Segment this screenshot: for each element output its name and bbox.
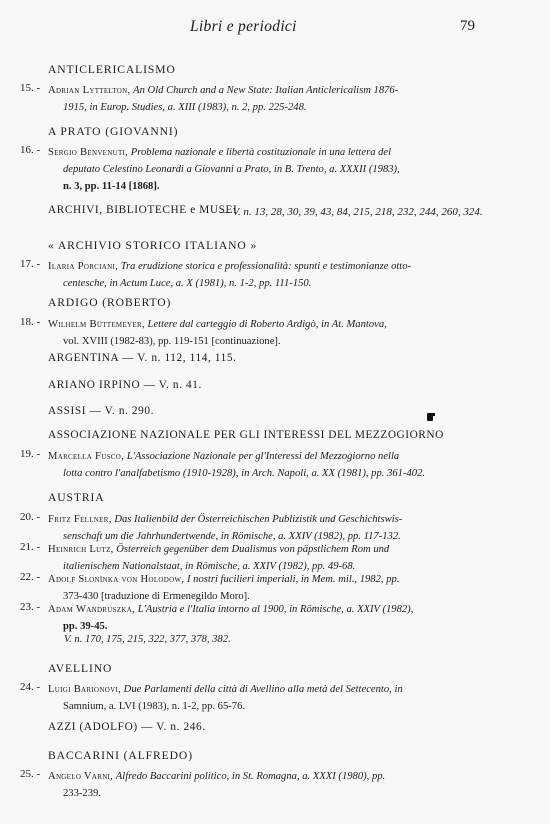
- heading-a-prato: A PRATO (GIOVANNI): [48, 125, 179, 138]
- entry-line: An Old Church and a New State: Italian Anticlericalism 1876-: [133, 85, 399, 96]
- entry-line: pp. 39-45.: [63, 621, 108, 632]
- entry-text: [48, 511, 508, 545]
- entry-text: [48, 571, 508, 605]
- entry-text: [48, 448, 508, 482]
- entry-line: lotta contro l'analfabetismo (1910-1928), in Arch. Napoli, a. XX (1981), pp. 361-402.: [63, 468, 426, 479]
- heading-argentina: ARGENTINA — V. n. 112, 114, 115.: [48, 352, 237, 364]
- entry-line: 233-239.: [63, 788, 101, 799]
- ink-mark: [427, 413, 433, 421]
- entry-author: Angelo Varni,: [48, 771, 114, 782]
- entry-number: 19. -: [20, 448, 41, 460]
- entry-line: centesche, in Actum Luce, a. X (1981), n. 1-2, pp. 111-150.: [63, 278, 312, 289]
- entry-number: 15. -: [20, 82, 41, 94]
- entry-author: Adolf Slonïnka von Holodow,: [48, 574, 185, 585]
- entry-line: I nostri fucilieri imperiali, in Mem. mil., 1982, pp.: [186, 574, 400, 585]
- heading-assisi: ASSISI — V. n. 290.: [48, 405, 155, 417]
- entry-author: Luigi Barionovi,: [48, 684, 122, 695]
- entry-text: [48, 316, 508, 350]
- entry-line: Das Italienbild der Österreichischen Publizistik und Geschichtswis-: [114, 514, 403, 525]
- entry-number: 25. -: [20, 768, 41, 780]
- entry-line: senschaft um die Jahrhundertwende, in Römische, a. XXIV (1982), pp. 117-132.: [63, 531, 401, 542]
- entry-line: Österreich gegenüber dem Dualismus von päpstlichem Rom und: [116, 544, 390, 555]
- entry-author: Fritz Fellner,: [48, 514, 112, 525]
- entry-line: 1915, in Europ. Studies, a. XIII (1983), n. 2, pp. 225-248.: [63, 102, 307, 113]
- entry-line: Samnium, a. LVI (1983), n. 1-2, pp. 65-76.: [63, 701, 246, 712]
- entry-text: [48, 541, 508, 575]
- entry-author: Adrian Lyttelton,: [48, 85, 131, 96]
- austria-references: V. n. 170, 175, 215, 322, 377, 378, 382.: [64, 634, 231, 645]
- entry-number: 16. -: [20, 144, 41, 156]
- entry-author: Sergio Benvenuti,: [48, 147, 129, 158]
- entry-text: [48, 768, 508, 802]
- entry-number: 24. -: [20, 681, 41, 693]
- heading-anticlericalismo: ANTICLERICALISMO: [48, 63, 176, 76]
- heading-ariano-irpino: ARIANO IRPINO — V. n. 41.: [48, 379, 202, 391]
- entry-number: 23. -: [20, 601, 41, 613]
- heading-archivi: [48, 204, 237, 216]
- entry-number: 17. -: [20, 258, 41, 270]
- entry-text: [48, 82, 508, 116]
- entry-line: Tra erudizione storica e professionalità: spunti e testimonianze otto-: [120, 261, 412, 272]
- entry-author: Heinrich Lutz,: [48, 544, 114, 555]
- running-title: Libri e periodici: [190, 18, 297, 35]
- entry-line: L'Associazione Nazionale per gl'Interessi del Mezzogiorno nella: [126, 451, 400, 462]
- entry-line: Due Parlamenti della città di Avellino alla metà del Settecento, in: [123, 684, 403, 695]
- entry-author: Wilhelm Büttemeyer,: [48, 319, 145, 330]
- entry-line: italienischem Nationalstaat, in Römische, a. XXIV (1982), pp. 49-68.: [63, 561, 356, 572]
- heading-avellino: AVELLINO: [48, 662, 113, 675]
- entry-line: Lettere dal carteggio di Roberto Ardigò, in At. Mantova,: [147, 319, 387, 330]
- entry-line: deputato Celestino Leonardi a Giovanni a Prato, in B. Trento, a. XXXII (1983),: [63, 164, 400, 175]
- entry-line: Problema nazionale e libertà costituzionale in una lettera del: [130, 147, 392, 158]
- entry-author: Marcella Fusco,: [48, 451, 125, 462]
- entry-line: Alfredo Baccarini politico, in St. Romagna, a. XXXI (1980), pp.: [115, 771, 386, 782]
- entry-number: 21. -: [20, 541, 41, 553]
- entry-line: 373-430 [traduzione di Ermenegildo Moro].: [63, 591, 250, 602]
- archivi-references: — V. n. 13, 28, 30, 39, 43, 84, 215, 218, 232, 244, 260, 324.: [220, 206, 483, 218]
- entry-text: [48, 601, 508, 635]
- heading-ardigo: ARDIGO (ROBERTO): [48, 296, 172, 309]
- heading-austria: AUSTRIA: [48, 491, 105, 504]
- heading-baccarini: BACCARINI (ALFREDO): [48, 749, 193, 762]
- entry-line: n. 3, pp. 11-14 [1868].: [63, 181, 160, 192]
- heading-archivio-storico: « ARCHIVIO STORICO ITALIANO »: [48, 239, 258, 252]
- entry-line: L'Austria e l'Italia intorno al 1900, in Römische, a. XXIV (1982),: [137, 604, 414, 615]
- heading-archivi-label: ARCHIVI, BIBLIOTECHE e MUSEI: [48, 204, 238, 216]
- entry-number: 20. -: [20, 511, 41, 523]
- entry-number: 22. -: [20, 571, 41, 583]
- heading-azzi: AZZI (ADOLFO) — V. n. 246.: [48, 721, 206, 733]
- entry-line: vol. XVIII (1982-83), pp. 119-151 [continuazione].: [63, 336, 281, 347]
- entry-author: Adam Wandruszka,: [48, 604, 136, 615]
- entry-text: [48, 144, 508, 195]
- page-number: 79: [460, 18, 475, 34]
- running-head: [0, 18, 550, 40]
- entry-number: 18. -: [20, 316, 41, 328]
- entry-text: [48, 258, 508, 292]
- entry-author: Ilaria Porciani,: [48, 261, 119, 272]
- heading-associazione: ASSOCIAZIONE NAZIONALE PER GLI INTERESSI DEL MEZZOGIORNO: [48, 429, 444, 441]
- entry-text: [48, 681, 508, 715]
